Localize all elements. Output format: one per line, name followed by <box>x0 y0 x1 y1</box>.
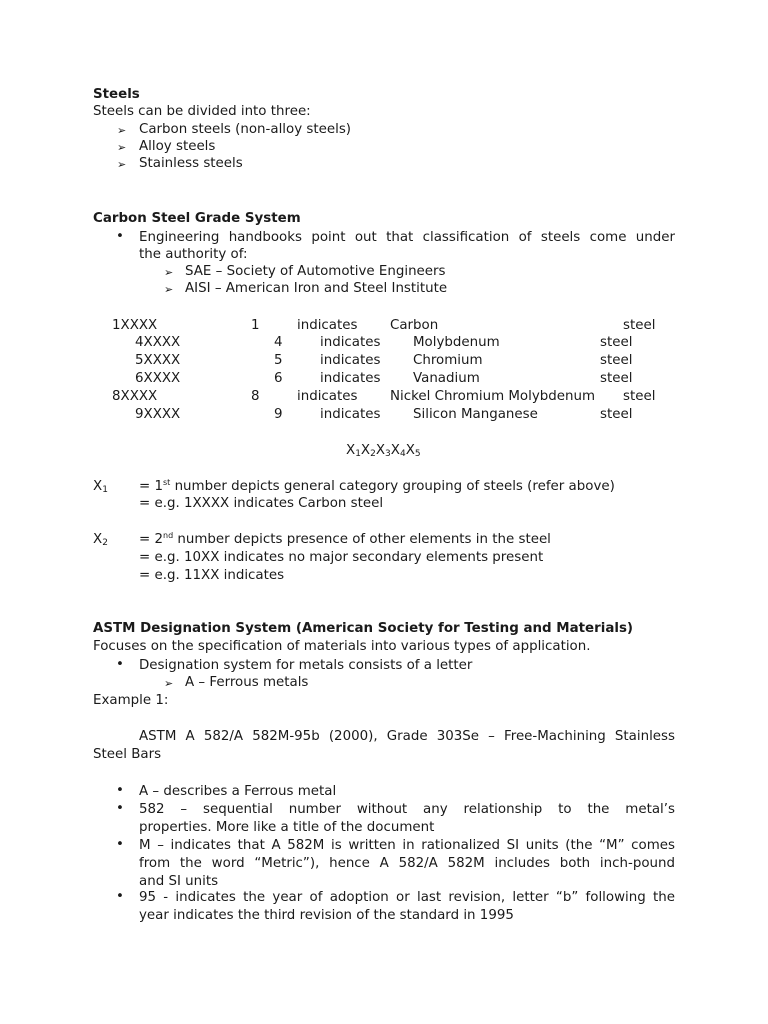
carbon-bullet-line2: the authority of: <box>139 247 248 262</box>
bullet-icon: • <box>116 229 124 244</box>
grade-verb: indicates <box>297 389 358 404</box>
steels-intro: Steels can be divided into three: <box>93 104 311 119</box>
x1-definition: = 1st number depicts general category grouping of steels (refer above) <box>139 478 615 494</box>
bullet-icon: • <box>116 783 124 798</box>
grade-suffix: steel <box>600 353 633 368</box>
grade-verb: indicates <box>320 407 381 422</box>
grade-suffix: steel <box>600 371 633 386</box>
arrow-bullet-icon: ➢ <box>164 677 174 690</box>
point-2-line1: 582 – sequential number without any relationship to the metal’s <box>139 802 675 817</box>
point-4-line2: year indicates the third revision of the standard in 1995 <box>139 908 514 923</box>
grade-number: 5 <box>274 353 283 368</box>
point-3-line3: and SI units <box>139 874 219 889</box>
grade-verb: indicates <box>320 371 381 386</box>
section-heading-astm: ASTM Designation System (American Society for Testing and Materials) <box>93 621 634 636</box>
grade-element: Carbon <box>390 318 439 333</box>
grade-suffix: steel <box>623 389 656 404</box>
x2-example-1: = e.g. 10XX indicates no major secondary elements present <box>139 550 544 565</box>
bullet-icon: • <box>116 801 124 816</box>
grade-verb: indicates <box>320 335 381 350</box>
grade-number: 6 <box>274 371 283 386</box>
point-3-line1: M – indicates that A 582M is written in rationalized SI units (the “M” comes <box>139 838 675 853</box>
arrow-bullet-icon: ➢ <box>117 141 127 154</box>
x2-definition: = 2nd number depicts presence of other elements in the steel <box>139 531 551 547</box>
grade-element: Vanadium <box>413 371 480 386</box>
arrow-bullet-icon: ➢ <box>117 124 127 137</box>
arrow-bullet-icon: ➢ <box>164 283 174 296</box>
example-line2: Steel Bars <box>93 747 162 762</box>
grade-code: 6XXXX <box>135 371 181 386</box>
grade-suffix: steel <box>600 335 633 350</box>
bullet-icon: • <box>116 837 124 852</box>
grade-suffix: steel <box>623 318 656 333</box>
x1-example: = e.g. 1XXXX indicates Carbon steel <box>139 496 384 511</box>
point-1-line1: A – describes a Ferrous metal <box>139 784 337 799</box>
grade-number: 9 <box>274 407 283 422</box>
x2-label: $X_2$ <box>93 532 108 548</box>
carbon-sub-item-1: SAE – Society of Automotive Engineers <box>185 264 446 279</box>
carbon-bullet-line1: Engineering handbooks point out that classification of steels come under <box>139 230 675 245</box>
arrow-bullet-icon: ➢ <box>164 266 174 279</box>
x2-example-2: = e.g. 11XX indicates <box>139 568 285 583</box>
example-line1: ASTM A 582/A 582M-95b (2000), Grade 303Se – Free-Machining Stainless <box>139 729 675 744</box>
astm-intro: Focuses on the specification of materials into various types of application. <box>93 639 591 654</box>
arrow-bullet-icon: ➢ <box>117 158 127 171</box>
steels-item-3: Stainless steels <box>139 156 243 171</box>
grade-suffix: steel <box>600 407 633 422</box>
section-heading-steels: Steels <box>93 87 140 102</box>
grade-code: 9XXXX <box>135 407 181 422</box>
grade-code: 5XXXX <box>135 353 181 368</box>
grade-number: 1 <box>251 318 260 333</box>
example-label: Example 1: <box>93 693 169 708</box>
grade-formula: $X_1X_2X_3X_4X_5$ <box>346 443 421 459</box>
steels-item-2: Alloy steels <box>139 139 216 154</box>
point-2-line2: properties. More like a title of the document <box>139 820 435 835</box>
astm-bullet: Designation system for metals consists of a letter <box>139 658 473 673</box>
grade-number: 4 <box>274 335 283 350</box>
grade-code: 4XXXX <box>135 335 181 350</box>
point-4-line1: 95 - indicates the year of adoption or last revision, letter “b” following the <box>139 890 675 905</box>
section-heading-carbon: Carbon Steel Grade System <box>93 211 301 226</box>
grade-element: Molybdenum <box>413 335 500 350</box>
grade-element: Silicon Manganese <box>413 407 538 422</box>
bullet-icon: • <box>116 657 124 672</box>
grade-element: Nickel Chromium Molybdenum <box>390 389 596 404</box>
grade-verb: indicates <box>297 318 358 333</box>
x1-label: $X_1$ <box>93 479 108 495</box>
grade-element: Chromium <box>413 353 483 368</box>
bullet-icon: • <box>116 889 124 904</box>
grade-verb: indicates <box>320 353 381 368</box>
grade-code: 8XXXX <box>112 389 158 404</box>
point-3-line2: from the word “Metric”), hence A 582/A 582M includes both inch-pound <box>139 856 675 871</box>
astm-sub-item: A – Ferrous metals <box>185 675 309 690</box>
carbon-sub-item-2: AISI – American Iron and Steel Institute <box>185 281 448 296</box>
steels-item-1: Carbon steels (non-alloy steels) <box>139 122 352 137</box>
grade-code: 1XXXX <box>112 318 158 333</box>
grade-number: 8 <box>251 389 260 404</box>
